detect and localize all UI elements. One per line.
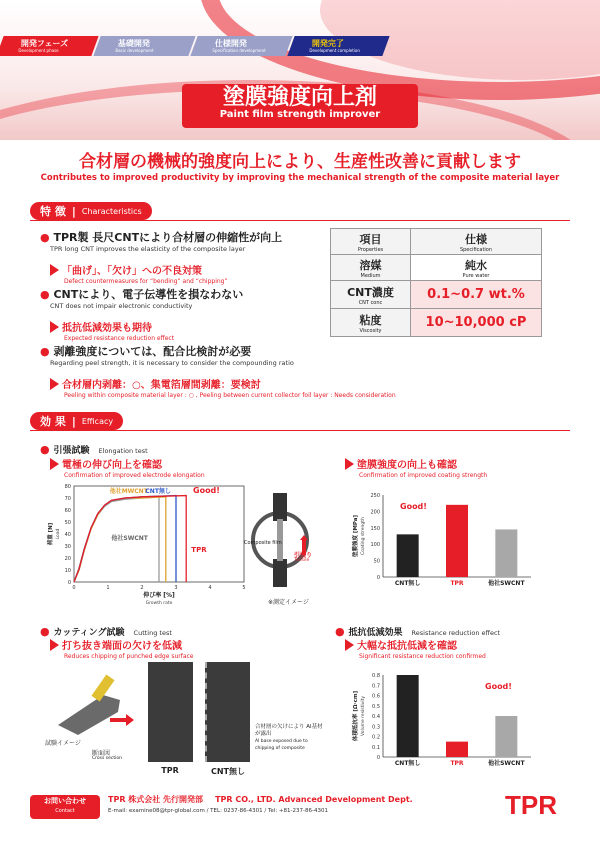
y-axis-label: 塗膜強度 [MPa]: [353, 514, 359, 558]
sample-photo-tpr: [148, 662, 193, 762]
spec-table: 項目 Properties 仕様 Specification 溶媒 Medium 純水 Pure water CNT濃度 CNT conc 0.1~0.7 wt.% 粘度 Viscosity 10~10,000 cP: [330, 228, 542, 337]
bar: [446, 742, 468, 757]
x-tick-label: 2: [140, 585, 144, 591]
footer-contact: E-mail: examine08@tpr-global.com / TEL: 0237-86-4301 / Tel: +81-237-86-4301: [108, 808, 328, 814]
clamp-bottom: [273, 559, 287, 587]
right-arrow-icon: [110, 714, 134, 726]
bar: [495, 716, 517, 757]
x-tick-label: 他社SWCNT: [488, 760, 525, 767]
y-tick-label: 40: [64, 532, 71, 538]
phase-item: 開発フェーズ Development phase: [0, 36, 99, 56]
page-subtitle: Paint film strength improver: [219, 109, 381, 120]
section-characteristics: 特 徴 | Characteristics: [30, 202, 152, 220]
sample-photo-no-cnt: [205, 662, 250, 762]
y-tick-label: 80: [64, 484, 71, 490]
image-note: ※測定イメージ: [268, 599, 309, 606]
x-tick-label: 0: [72, 585, 76, 591]
good-label: Good!: [400, 502, 427, 511]
tensile-label-en: Tensile: [294, 558, 310, 563]
headline-en: Contributes to improved productivity by improving the mechanical strength of the composite material layer: [40, 173, 560, 183]
y-axis-label-en: Volume resistivity: [361, 696, 366, 736]
resistance-chart: [345, 665, 545, 783]
x-tick-label: 他社SWCNT: [488, 580, 525, 587]
elongation-test-label: ● 引張試験 Elongation test: [40, 443, 148, 456]
y-axis-label-en: Load: [56, 528, 61, 540]
x-tick-label: TPR: [450, 760, 464, 767]
page-title: 塗膜強度向上剤: [222, 85, 377, 110]
y-axis-label: 荷重 [N]: [48, 522, 54, 546]
arrow-icon: [345, 458, 354, 470]
phase-item: 仕様開発 Specification development: [190, 36, 292, 56]
clamp-top: [273, 493, 287, 521]
y-tick-label: 0.1: [372, 744, 380, 751]
y-tick-label: 60: [64, 508, 71, 514]
x-axis-label-en: Growth rate: [145, 601, 173, 606]
x-axis-label: 伸び率 [%]: [143, 592, 175, 599]
arrow-icon: [345, 639, 354, 651]
section-divider: [30, 220, 570, 221]
good-label: Good!: [193, 486, 220, 496]
y-axis-label-en: Coating strength: [361, 517, 366, 555]
cutting-result: 打ち抜き端面の欠けを低減 Reduces chipping of punched edge surface: [50, 634, 194, 660]
y-axis-label: 体積抵抗率 [Ω·cm]: [353, 690, 359, 742]
y-tick-label: 20: [64, 556, 71, 562]
phase-item-current: 開発完了 Development completion: [287, 36, 389, 56]
y-tick-label: 0.6: [372, 693, 380, 700]
x-tick-label: 3: [174, 585, 178, 591]
tpr-sample-label: TPR: [161, 766, 179, 775]
bar: [495, 529, 517, 577]
y-tick-label: 50: [64, 520, 71, 526]
y-tick-label: 0.5: [372, 703, 380, 710]
y-tick-label: 0.8: [372, 673, 380, 679]
y-tick-label: 10: [64, 568, 71, 574]
x-tick-label: CNT無し: [394, 580, 421, 587]
y-tick-label: 50: [373, 558, 380, 565]
good-label: Good!: [485, 682, 512, 691]
cutting-image-note: 試験イメージ: [45, 740, 81, 747]
section-efficacy: 効 果 | Efficacy: [30, 412, 123, 430]
arrow-icon: [50, 264, 59, 276]
footer-dept: TPR 株式会社 先行開発部 TPR CO., LTD. Advanced Development Dept.: [108, 795, 413, 804]
y-tick-label: 100: [370, 542, 380, 549]
y-tick-label: 0.2: [372, 734, 380, 741]
chipping-note: 合材層の欠けにより Al基材が露出 Al base exposed due to chipping of composite: [255, 724, 323, 751]
x-tick-label: TPR: [450, 580, 464, 587]
y-tick-label: 250: [370, 493, 380, 499]
headline: 合材層の機械的強度向上により、生産性改善に貢献します: [79, 152, 521, 172]
x-tick-label: CNT無し: [394, 760, 421, 767]
coating-result: 塗膜強度の向上も確認 Confirmation of improved coating strength: [345, 453, 487, 479]
y-tick-label: 150: [370, 525, 380, 532]
resistance-test-label: ● 抵抗低減効果 Resistance reduction effect: [335, 625, 501, 638]
y-tick-label: 0: [376, 755, 380, 761]
cutting-test-label: ● カッティング試験 Cutting test: [40, 625, 172, 638]
tensile-label: 引張り: [294, 552, 313, 559]
arrow-icon: [50, 458, 59, 470]
feature-3: ● 剥離強度については、配合比検討が必要 Regarding peel strength, it is necessary to consider the compounding ratio 合材層内剥離：○、集電箔層間剥離：要検討 Peeling within composite material layer : ○ , Peeling between current collector foil layer : Needs consideration: [40, 345, 396, 399]
x-tick-label: 5: [242, 585, 246, 591]
cutter-body: [58, 695, 120, 735]
y-tick-label: 0: [376, 575, 380, 581]
y-tick-label: 0.3: [372, 724, 380, 731]
y-tick-label: 0.4: [372, 714, 380, 720]
phase-bar: [0, 36, 388, 56]
y-tick-label: 0.7: [372, 683, 380, 690]
film-label: Composite film: [244, 540, 282, 546]
arrow-icon: [50, 639, 59, 651]
arrow-icon: [50, 378, 59, 390]
series-label: 他社SWCNT: [111, 535, 148, 542]
series-label: CNT無し: [145, 488, 171, 496]
series-label: TPR: [191, 546, 207, 554]
x-tick-label: 1: [106, 585, 110, 591]
elongation-result: 電極の伸び向上を確認 Confirmation of improved electrode elongation: [50, 453, 205, 479]
feature-2: ● CNTにより、電子伝導性を損なわない CNT does not impair electronic conductivity 抵抗低減効果も期待 Expected resistance reduction effect: [40, 288, 244, 342]
arrow-icon: [50, 321, 59, 333]
resistance-result: 大幅な抵抗低減を確認 Significant resistance reduction confirmed: [345, 634, 486, 660]
cutter-illustration: [48, 670, 138, 740]
feature-1: ● TPR製 長尺CNTにより合材層の伸縮性が向上 TPR long CNT improves the elasticity of the composite layer 「曲げ」、「欠け」への不良対策 Defect countermeasures for “bending” and “chipping”: [40, 231, 283, 285]
y-tick-label: 70: [64, 496, 71, 502]
phase-item: 基礎開発 Basic development: [93, 36, 195, 56]
y-tick-label: 200: [370, 509, 380, 516]
elongation-chart: [40, 480, 270, 610]
no-cnt-sample-label: CNT無し: [210, 767, 246, 776]
cross-section-label: 断面図: [92, 750, 111, 757]
bar: [446, 505, 468, 577]
coating-strength-chart: [345, 485, 545, 605]
y-tick-label: 0: [67, 580, 71, 586]
contact-badge: お問い合わせ Contact: [30, 795, 100, 819]
section-divider: [30, 430, 570, 431]
tpr-logo: TPR: [505, 790, 557, 820]
bar: [397, 675, 419, 757]
cross-section-label-en: Cross section: [92, 756, 122, 761]
x-tick-label: 4: [208, 585, 212, 591]
bar: [397, 534, 419, 577]
series-label: 他社MWCNT: [109, 488, 148, 496]
y-tick-label: 30: [64, 544, 71, 550]
